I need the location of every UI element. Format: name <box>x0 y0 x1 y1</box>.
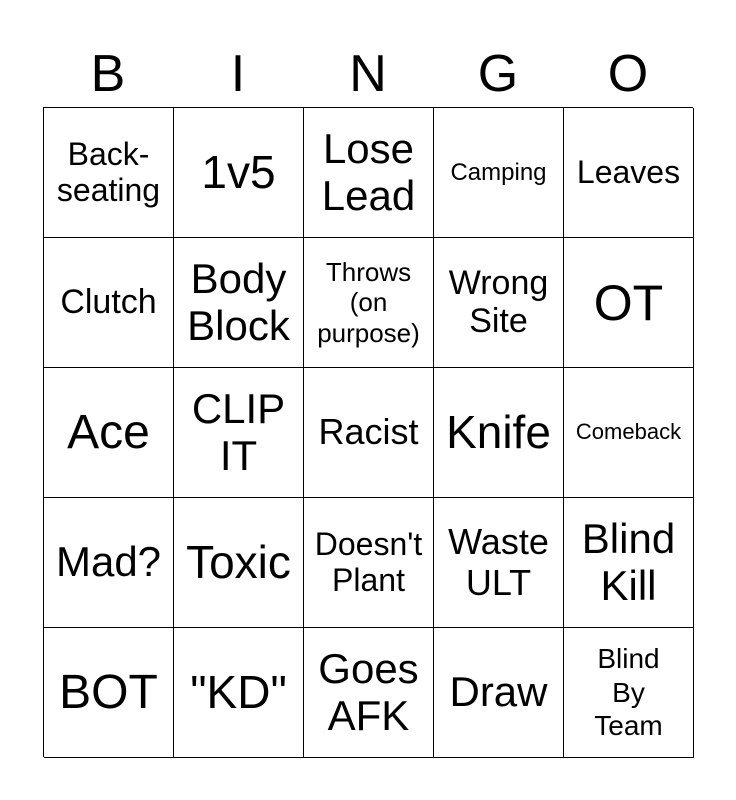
cell-label: Camping <box>450 158 547 186</box>
bingo-board <box>43 107 693 757</box>
cell-label: Ace <box>67 405 150 459</box>
bingo-cell[interactable] <box>564 628 694 758</box>
bingo-cell[interactable] <box>304 108 434 238</box>
bingo-cell[interactable] <box>434 498 564 628</box>
cell-label: Knife <box>446 405 551 458</box>
bingo-cell[interactable] <box>564 238 694 368</box>
bingo-cell[interactable] <box>304 368 434 498</box>
bingo-header <box>43 40 693 108</box>
cell-label: Blind By Team <box>594 643 663 742</box>
bingo-cell[interactable] <box>564 498 694 628</box>
cell-label: "KD" <box>190 665 287 718</box>
bingo-cell[interactable] <box>174 108 304 238</box>
cell-label: OT <box>593 274 664 331</box>
bingo-cell[interactable] <box>44 628 174 758</box>
cell-label: BOT <box>59 665 158 719</box>
bingo-cell[interactable] <box>44 368 174 498</box>
bingo-cell[interactable] <box>174 498 304 628</box>
cell-label: Body Block <box>187 255 290 349</box>
bingo-cell[interactable] <box>44 108 174 238</box>
cell-label: Leaves <box>576 153 681 190</box>
bingo-cell[interactable] <box>434 108 564 238</box>
bingo-cell[interactable] <box>304 498 434 628</box>
bingo-cell[interactable] <box>434 368 564 498</box>
cell-label: Toxic <box>186 535 291 588</box>
cell-label: Doesn't Plant <box>314 525 423 598</box>
cell-label: Wrong Site <box>448 264 549 340</box>
cell-label: Draw <box>449 668 548 716</box>
bingo-cell[interactable] <box>564 368 694 498</box>
header-letter-i: I <box>230 45 246 103</box>
cell-label: CLIP IT <box>191 385 286 479</box>
bingo-cell[interactable] <box>44 238 174 368</box>
cell-label: Waste ULT <box>448 521 549 603</box>
header-letter-b: B <box>90 45 126 103</box>
cell-label: Racist <box>318 411 419 453</box>
cell-label: Back- seating <box>56 135 161 208</box>
bingo-cell[interactable] <box>174 238 304 368</box>
bingo-cell[interactable] <box>304 628 434 758</box>
bingo-cell[interactable] <box>174 628 304 758</box>
bingo-cell[interactable] <box>434 628 564 758</box>
bingo-cell[interactable] <box>564 108 694 238</box>
cell-label: Goes AFK <box>318 645 419 739</box>
cell-label: Throws (on purpose) <box>317 257 420 348</box>
cell-label: Blind Kill <box>581 515 676 609</box>
header-letter-n: N <box>349 45 387 103</box>
bingo-cell[interactable] <box>434 238 564 368</box>
header-letter-o: O <box>607 45 649 103</box>
bingo-cell[interactable] <box>44 498 174 628</box>
cell-label: Comeback <box>575 419 682 445</box>
bingo-cell[interactable] <box>174 368 304 498</box>
header-letter-g: G <box>477 45 519 103</box>
cell-label: Lose Lead <box>321 125 416 219</box>
cell-label: Clutch <box>60 282 157 321</box>
bingo-cell[interactable] <box>304 238 434 368</box>
cell-label: Mad? <box>55 538 162 586</box>
cell-label: 1v5 <box>201 145 276 198</box>
